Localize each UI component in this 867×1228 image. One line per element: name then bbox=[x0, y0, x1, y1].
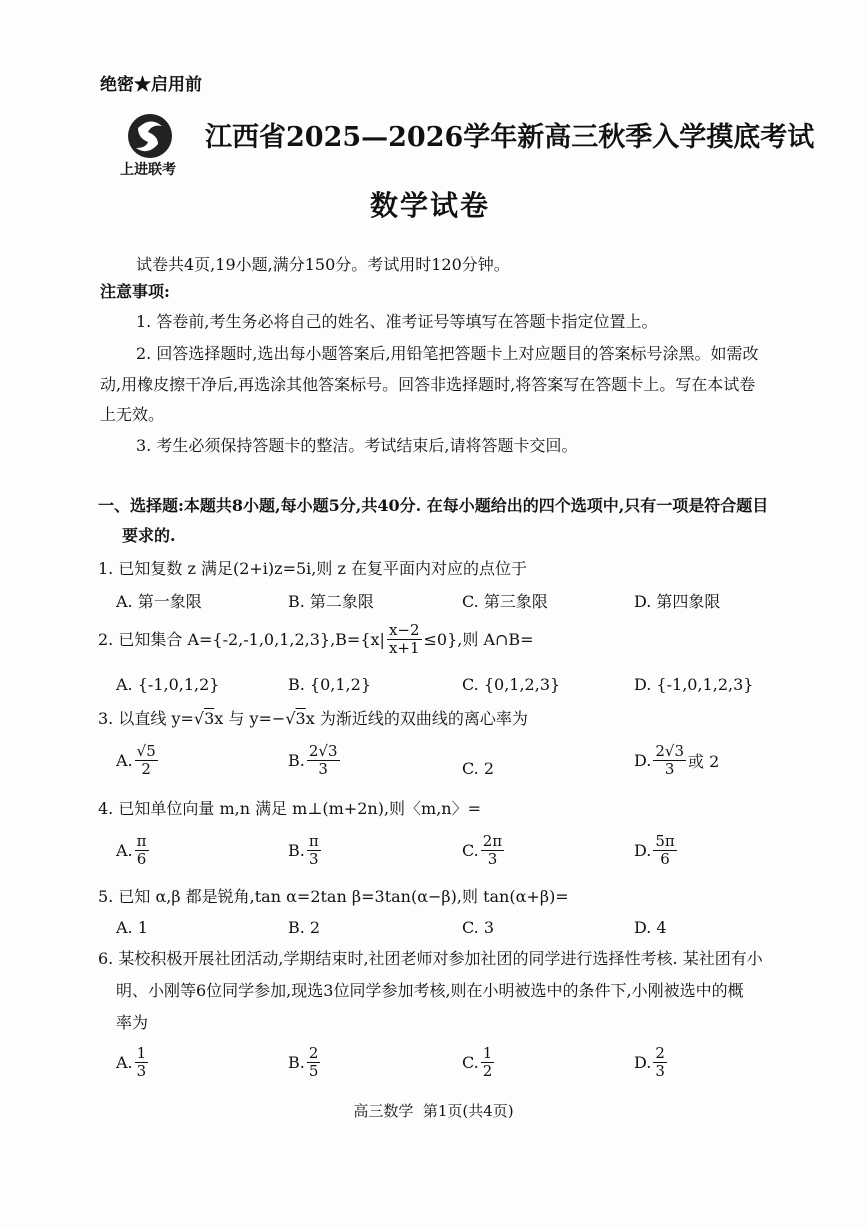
option-label: B. bbox=[288, 751, 305, 770]
q2-stem-post: ≤0},则 A∩B= bbox=[423, 629, 534, 649]
frac-den: 3 bbox=[487, 850, 498, 868]
option-label: A. bbox=[116, 1053, 133, 1072]
subject-title: 数学试卷 bbox=[370, 189, 491, 222]
frac-num: 2 bbox=[655, 1044, 665, 1062]
q3-stem-part: 3. 以直线 y=√ bbox=[98, 709, 205, 728]
q2-option-b: B. {0,1,2} bbox=[288, 675, 371, 694]
q4-option-c bbox=[462, 833, 506, 868]
q3-option-b bbox=[288, 743, 342, 778]
q2-stem bbox=[98, 622, 534, 657]
frac-den: 3 bbox=[664, 760, 675, 778]
q3-stem bbox=[98, 710, 528, 728]
q3-sqrt-arg: 3 bbox=[295, 709, 306, 728]
secret-label: 绝密★启用前 bbox=[100, 75, 202, 95]
logo-text: 上进联考 bbox=[120, 162, 176, 178]
q1-option-c: C. 第三象限 bbox=[462, 592, 548, 611]
section-heading-cont: 要求的. bbox=[122, 526, 176, 545]
q6-option-a bbox=[116, 1045, 150, 1080]
frac-num: 2π bbox=[482, 832, 503, 850]
q3-option-d bbox=[634, 743, 719, 778]
frac-den: 6 bbox=[136, 850, 147, 868]
frac-num: 2√3 bbox=[655, 742, 684, 760]
exam-title: 江西省2025—2026学年新高三秋季入学摸底考试 bbox=[205, 122, 815, 153]
frac-den: 3 bbox=[655, 1062, 665, 1080]
q6-stem-line1: 6. 某校积极开展社团活动,学期结束时,社团老师对参加社团的同学进行选择性考核. 某社团有小 bbox=[98, 949, 763, 968]
q6-option-b bbox=[288, 1045, 322, 1080]
q4-option-a bbox=[116, 833, 151, 868]
q2-frac-num: x−2 bbox=[388, 621, 420, 639]
q5-option-a: A. 1 bbox=[116, 918, 148, 937]
frac-den: 6 bbox=[660, 850, 670, 868]
q6-stem-line3: 率为 bbox=[116, 1013, 149, 1032]
section-heading: 一、选择题:本题共8小题,每小题5分,共40分. 在每小题给出的四个选项中,只有一项是符合题目 bbox=[98, 496, 769, 515]
page-footer: 高三数学 第1页(共4页) bbox=[353, 1102, 514, 1120]
frac-num: 5π bbox=[655, 832, 675, 850]
q5-option-c: C. 3 bbox=[462, 918, 495, 937]
option-label: B. bbox=[288, 841, 305, 860]
q2-option-a: A. {-1,0,1,2} bbox=[116, 675, 220, 694]
frac-num: √5 bbox=[136, 742, 156, 760]
frac-num: 2√3 bbox=[308, 742, 338, 760]
note-line: 3. 考生必须保持答题卡的整洁。考试结束后,请将答题卡交回。 bbox=[136, 436, 578, 455]
q6-option-c bbox=[462, 1045, 496, 1080]
q1-stem: 1. 已知复数 z 满足(2+i)z=5i,则 z 在复平面内对应的点位于 bbox=[98, 559, 527, 578]
lianhao-logo bbox=[118, 112, 188, 178]
option-label: B. bbox=[288, 1053, 305, 1072]
frac-den: 3 bbox=[136, 1062, 147, 1080]
q3-sqrt-arg: 3 bbox=[204, 709, 215, 728]
q1-option-d: D. 第四象限 bbox=[634, 592, 721, 611]
note-line: 上无效。 bbox=[100, 405, 165, 424]
q3-option-c: C. 2 bbox=[462, 759, 495, 778]
option-label: D. bbox=[634, 1053, 652, 1072]
frac-den: 5 bbox=[308, 1062, 319, 1080]
frac-den: 3 bbox=[309, 850, 319, 868]
frac-den: 2 bbox=[482, 1062, 493, 1080]
frac-den: 2 bbox=[141, 760, 151, 778]
option-label: C. bbox=[462, 1053, 479, 1072]
option-label: C. bbox=[462, 841, 479, 860]
option-label: D. bbox=[634, 841, 652, 860]
intro-text: 试卷共4页,19小题,满分150分。考试用时120分钟。 bbox=[136, 255, 510, 274]
q3-stem-part: x 为渐近线的双曲线的离心率为 bbox=[305, 709, 528, 728]
option-suffix: 或 2 bbox=[688, 752, 720, 771]
frac-num: π bbox=[136, 832, 147, 850]
option-label: D. bbox=[634, 751, 652, 770]
frac-num: π bbox=[308, 832, 319, 850]
option-label: A. bbox=[116, 751, 133, 770]
notes-title: 注意事项: bbox=[100, 282, 170, 301]
frac-den: 3 bbox=[318, 760, 328, 778]
q2-option-d: D. {-1,0,1,2,3} bbox=[634, 675, 754, 694]
q3-stem-part: x 与 y=−√ bbox=[214, 709, 296, 728]
q6-stem-line2: 明、小刚等6位同学参加,现选3位同学参加考核,则在小明被选中的条件下,小刚被选中的概 bbox=[116, 981, 744, 1000]
q5-option-b: B. 2 bbox=[288, 918, 321, 937]
frac-num: 1 bbox=[482, 1044, 493, 1062]
option-label: A. bbox=[116, 841, 133, 860]
q1-option-a: A. 第一象限 bbox=[116, 592, 202, 611]
note-line: 2. 回答选择题时,选出每小题答案后,用铅笔把答题卡上对应题目的答案标号涂黑。如需改 bbox=[136, 344, 759, 363]
frac-num: 2 bbox=[308, 1044, 319, 1062]
note-line: 1. 答卷前,考生务必将自己的姓名、准考证号等填写在答题卡指定位置上。 bbox=[136, 312, 658, 331]
q2-stem-pre: 2. 已知集合 A={-2,-1,0,1,2,3},B={x| bbox=[98, 629, 385, 649]
frac-num: 1 bbox=[136, 1044, 147, 1062]
q4-stem: 4. 已知单位向量 m,n 满足 m⊥(m+2n),则〈m,n〉= bbox=[98, 799, 481, 818]
q3-option-a bbox=[116, 743, 160, 778]
q2-fraction bbox=[387, 622, 422, 657]
q2-frac-den: x+1 bbox=[388, 639, 420, 657]
q2-option-c: C. {0,1,2,3} bbox=[462, 675, 561, 694]
q6-option-d bbox=[634, 1045, 669, 1080]
q4-option-b bbox=[288, 833, 323, 868]
q5-option-d: D. 4 bbox=[634, 918, 667, 937]
q1-option-b: B. 第二象限 bbox=[288, 592, 374, 611]
note-line: 动,用橡皮擦干净后,再选涂其他答案标号。回答非选择题时,将答案写在答题卡上。写在本试卷 bbox=[100, 375, 756, 394]
q5-stem: 5. 已知 α,β 都是锐角,tan α=2tan β=3tan(α−β),则 tan(α+β)= bbox=[98, 887, 569, 906]
q4-option-d bbox=[634, 833, 679, 868]
